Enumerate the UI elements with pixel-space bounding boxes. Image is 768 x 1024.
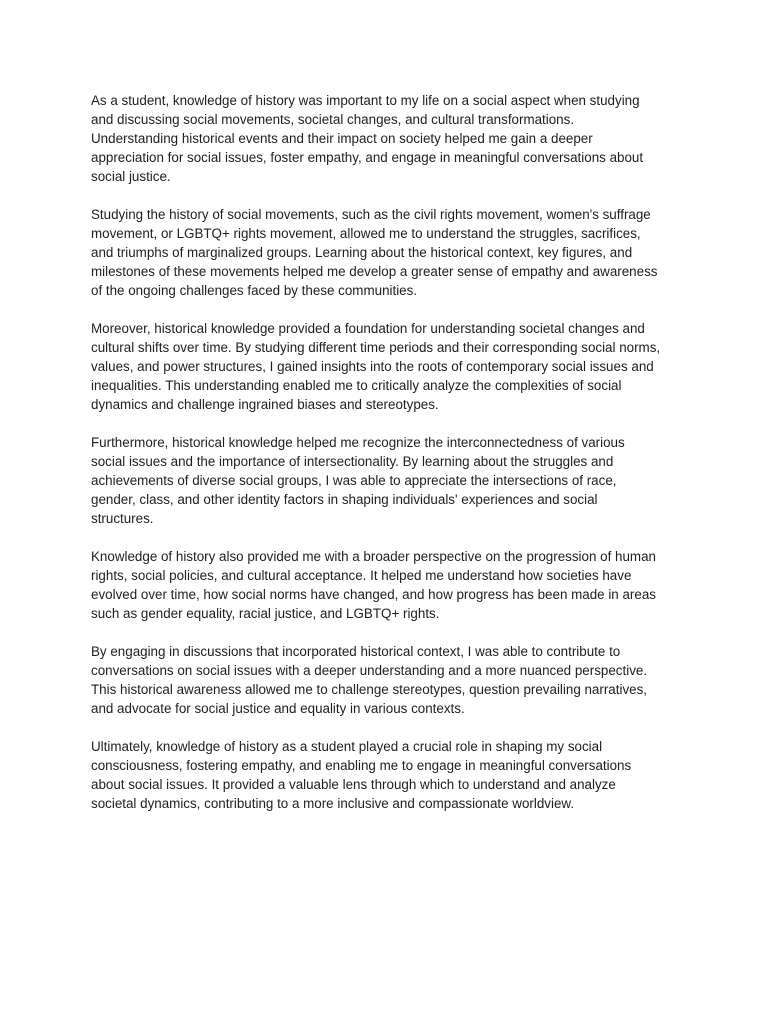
paragraph-1: As a student, knowledge of history was important to my life on a social aspect when studying and discussing social movements, societal changes, and cultural transformations. Understanding historical events and their impact on society helped me gain a deeper appreciation for social issues, foster empathy, and engage in meaningful conversations about social justice.: [91, 93, 644, 184]
paragraph-5: Knowledge of history also provided me with a broader perspective on the progression of human rights, social policies, and cultural acceptance. It helped me understand how societies have evolved over time, how social norms have changed, and how progress has been made in areas such as gender equality, racial justice, and LGBTQ+ rights.: [91, 549, 656, 621]
document-body: [91, 91, 681, 832]
paragraph-7: Ultimately, knowledge of history as a student played a crucial role in shaping my social consciousness, fostering empathy, and enabling me to engage in meaningful conversations about social issues. It provided a valuable lens through which to understand and analyze societal dynamics, contributing to a more inclusive and compassionate worldview.: [91, 739, 632, 811]
paragraph-3: Moreover, historical knowledge provided a foundation for understanding societal changes and cultural shifts over time. By studying different time periods and their corresponding social norms, values, and power structures, I gained insights into the roots of contemporary social issues and inequalities. This understanding enabled me to critically analyze the complexities of social dynamics and challenge ingrained biases and stereotypes.: [91, 321, 661, 412]
paragraph-4: Furthermore, historical knowledge helped me recognize the interconnectedness of various social issues and the importance of intersectionality. By learning about the struggles and achievements of diverse social groups, I was able to appreciate the intersections of race, gender, class, and other identity factors in shaping individuals' experiences and social structures.: [91, 435, 625, 526]
paragraph-2: Studying the history of social movements, such as the civil rights movement, women's suffrage movement, or LGBTQ+ rights movement, allowed me to understand the struggles, sacrifices, and triumphs of marginalized groups. Learning about the historical context, key figures, and milestones of these movements helped me develop a greater sense of empathy and awareness of the ongoing challenges faced by these communities.: [91, 207, 658, 298]
paragraph-6: By engaging in discussions that incorporated historical context, I was able to contribute to conversations on social issues with a deeper understanding and a more nuanced perspective. This historical awareness allowed me to challenge stereotypes, question prevailing narratives, and advocate for social justice and equality in various contexts.: [91, 644, 648, 716]
